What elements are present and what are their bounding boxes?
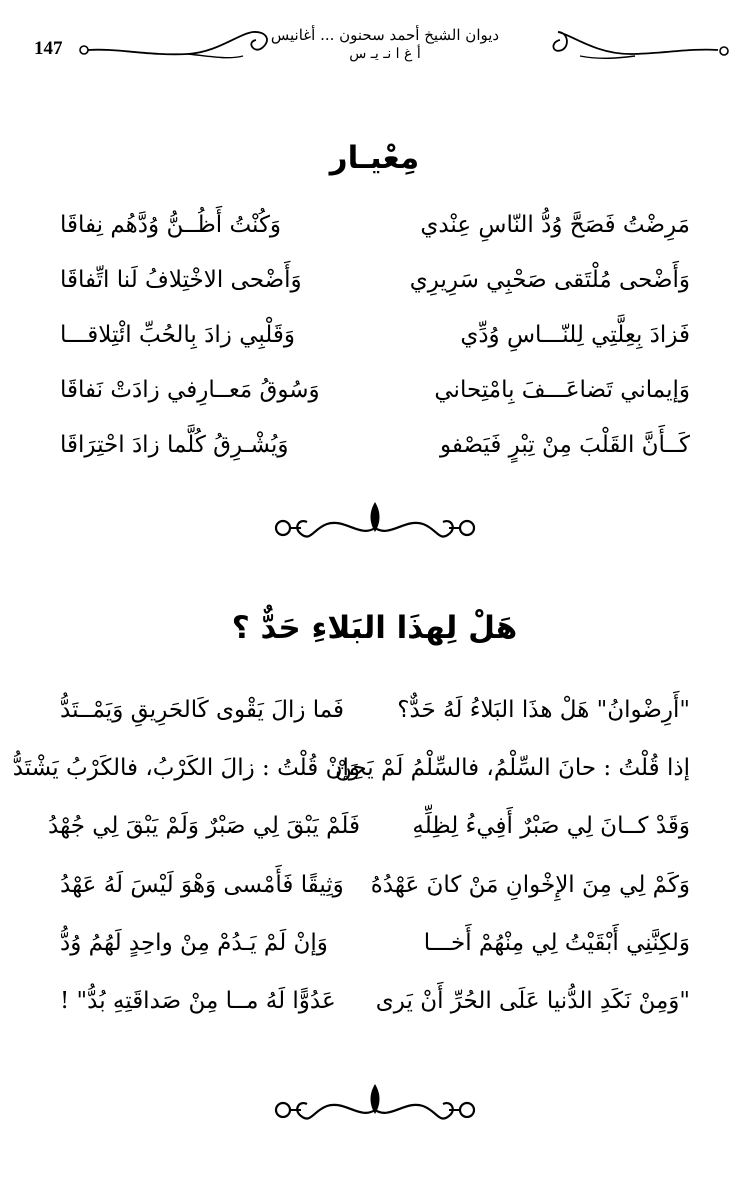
poem-2-verse xyxy=(60,930,690,980)
verse-first-hemistich: وَقَدْ كــانَ لِي صَبْرٌ أَفِيءُ لِظِلِّهِ xyxy=(412,813,690,839)
verse-first-hemistich: وَأَضْحى مُلْتَقى صَحْبِي سَرِيرِي xyxy=(409,267,690,293)
header-title-line1: ديوان الشيخ أحمد سحنون ... أغانيس xyxy=(270,26,500,44)
poem-1-verse xyxy=(60,432,690,482)
verse-first-hemistich: فَزادَ بِعِلَّتِي لِلنّـــاسِ وُدِّي xyxy=(460,322,690,348)
verse-second-hemistich: وَإنْ لَمْ يَـدُمْ مِنْ واحِدٍ لَهُمُ وُدُّ xyxy=(60,930,328,956)
verse-second-hemistich: عَدُوًّا لَهُ مــا مِنْ صَداقَتِهِ بُدُّ" ! xyxy=(60,988,336,1014)
ornament-divider xyxy=(265,1080,485,1126)
header-flourish-left xyxy=(78,26,278,66)
verse-second-hemistich: وَأَضْحى الاخْتِلافُ لَنا اتِّفاقَا xyxy=(60,267,302,293)
poem-2-verse xyxy=(60,872,690,922)
verse-second-hemistich: وَكُنْتُ أَظُــنُّ وُدَّهُم نِفاقَا xyxy=(60,212,282,238)
header-title xyxy=(255,26,515,63)
poem-2-verse xyxy=(12,755,690,805)
header-flourish-right xyxy=(540,26,730,66)
verse-second-hemistich: وَقَلْبِي زادَ بِالحُبِّ ائْتِلاقـــا xyxy=(60,322,296,348)
verse-first-hemistich: وَكَمْ لِي مِنَ الإِخْوانِ مَنْ كانَ عَهْدُهُ xyxy=(370,872,690,898)
verse-first-hemistich: كَــأَنَّ القَلْبَ مِنْ تِبْرٍ فَيَصْفو xyxy=(439,432,690,458)
poem-1-verse xyxy=(60,212,690,262)
verse-first-hemistich: وَإيماني تَضاعَـــفَ بِامْتِحاني xyxy=(434,377,690,403)
poem-2-title: هَلْ لِهذَا البَلاءِ حَدٌّ ؟ xyxy=(231,610,518,646)
verse-first-hemistich: "أَرِضْوانُ" هَلْ هذَا البَلاءُ لَهُ حَدٌّ؟ xyxy=(397,697,690,723)
verse-first-hemistich: مَرِضْتُ فَصَحَّ وُدُّ النّاسِ عِنْدي xyxy=(420,212,690,238)
verse-second-hemistich: وَسُوقُ مَعــارِفي زادَتْ نَفاقَا xyxy=(60,377,320,403)
verse-second-hemistich: فَلَمْ يَبْقَ لِي صَبْرٌ وَلَمْ يَبْقَ لِي جُهْدُ xyxy=(48,813,360,839)
poem-1-title: مِعْيـار xyxy=(329,140,420,176)
poem-2-verse xyxy=(60,697,690,747)
poem-1-verse xyxy=(60,267,690,317)
verse-first-hemistich: إذا قُلْتُ : حانَ السِّلْمُ، فالسِّلْمُ لَمْ يَحِنْ xyxy=(334,755,690,781)
verse-second-hemistich: فَما زالَ يَقْوى كَالحَرِيقِ وَيَمْــتَدُّ xyxy=(60,697,345,723)
verse-second-hemistich: وَإنْ قُلْتُ : زالَ الكَرْبُ، فالكَرْبُ يَشْتَدُّ xyxy=(12,755,360,781)
poem-1-verse xyxy=(60,377,690,427)
poem-2-verse xyxy=(60,988,690,1038)
ornament-divider xyxy=(265,498,485,544)
header-title-line2: أ غ ا نـ يـ س xyxy=(349,46,421,62)
verse-first-hemistich: وَلكِنَّنِي أَبْقَيْتُ لِي مِنْهُمْ أَخـــا xyxy=(423,930,690,956)
page-number: 147 xyxy=(34,38,63,59)
poem-2-verse xyxy=(48,813,690,863)
running-header xyxy=(20,18,735,78)
poem-1-verse xyxy=(60,322,690,372)
verse-second-hemistich: وَثِيقًا فَأَمْسى وَهْوَ لَيْسَ لَهُ عَهْدُ xyxy=(60,872,344,898)
verse-first-hemistich: "وَمِنْ نَكَدِ الدُّنيا عَلَى الحُرِّ أَنْ يَرى xyxy=(375,988,690,1014)
verse-second-hemistich: وَيُشْـرِقُ كُلَّما زادَ احْتِرَاقَا xyxy=(60,432,289,458)
